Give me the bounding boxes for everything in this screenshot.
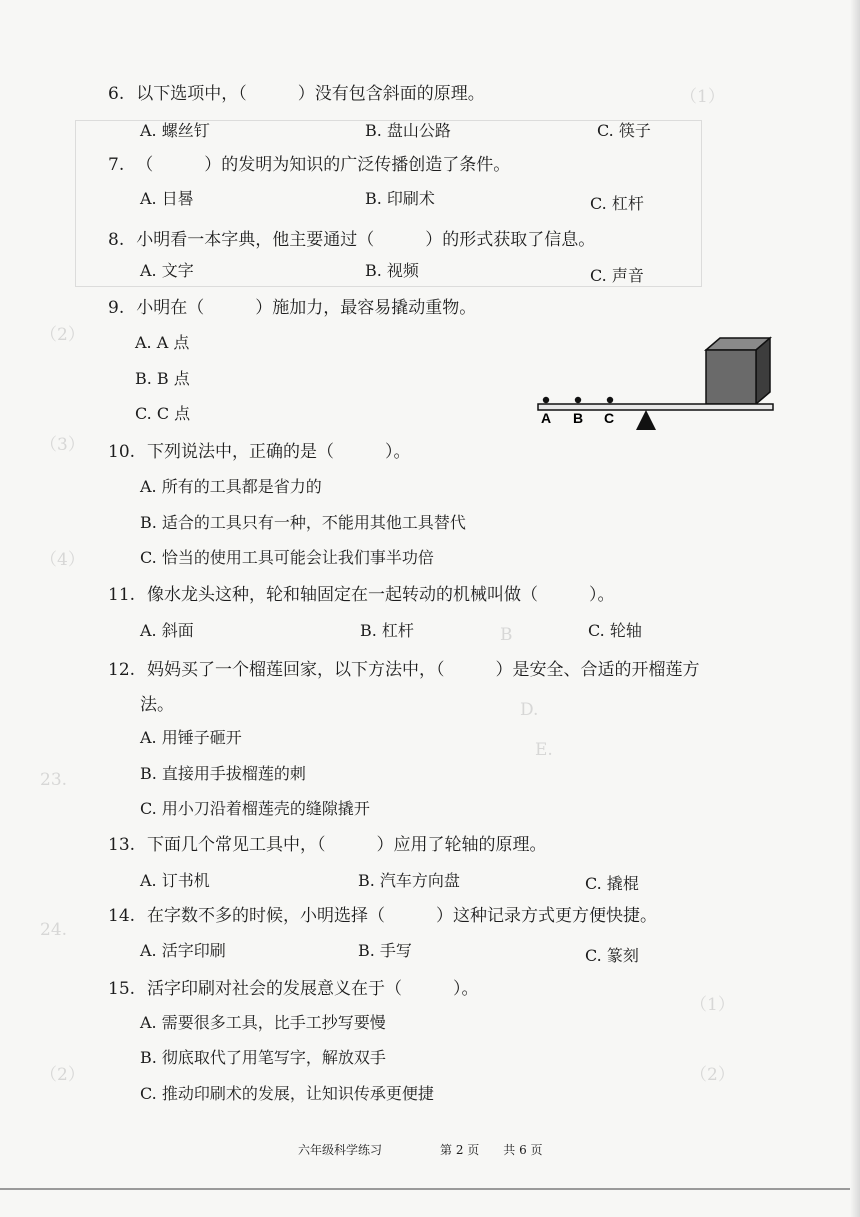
option-6a: A. 螺丝钉 [140,121,210,140]
question-6 [108,82,485,106]
question-8 [108,228,595,252]
point-a-label: A [541,410,552,426]
question-14 [108,904,657,928]
option-9a: A. A 点 [135,333,190,352]
option-10c: C. 恰当的使用工具可能会让我们事半功倍 [140,548,434,567]
option-14b: B. 手写 [358,941,412,960]
question-number: 14. [108,906,136,926]
point-c [607,397,613,403]
question-stem: （ ）的发明为知识的广泛传播创造了条件。 [136,155,511,175]
question-stem: 下面几个常见工具中，（ ）应用了轮轴的原理。 [147,835,547,855]
question-9 [108,296,476,320]
option-15c: C. 推动印刷术的发展，让知识传承更便捷 [140,1084,434,1103]
option-12b: B. 直接用手拔榴莲的刺 [140,764,306,783]
option-11a: A. 斜面 [140,621,194,640]
option-6b: B. 盘山公路 [365,121,451,140]
footer-page-number: 第 2 页 共 6 页 [440,1143,543,1157]
question-12 [108,658,700,682]
question-10 [108,440,411,464]
lever-figure [530,330,780,435]
page-right-edge [850,0,860,1217]
question-number: 9. [108,298,125,318]
question-number: 12. [108,660,136,680]
exam-page: （1） （2） （3） （4） B D. E. 23. 24. （1） （2） （2） 6. 以下选项中，（ ）没有包含斜面的原理。 A. 螺丝钉 B. 盘山公路 C. 筷子 7. （ ）的发明为知识的广泛传播创造了条件。 A. 日晷 B. 印刷术 C. 杠杆 8. 小明看一本字典，他主要通过（ ）的形式获取了信息。 A. 文字 B. 视频 C. 声音 9. 小明在（ ）施加力，最容易撬动重物。 A. A 点 B. B 点 C. C 点 A B C 10. 下列说法中，正确的是（ ）。 A. 所有的工具都是省力的 B. 适合的工具只有一种，不能用其他工具替代 C. 恰当的使用工具可能会让我们事半功倍 11. 像水龙头这种，轮和轴固定在一起转动的机械叫做（ ）。 A. 斜面 B. 杠杆 C. 轮轴 12. 妈妈买了一个榴莲回家，以下方法中，（ ）是安全、合适的开榴莲方 法。 A. 用锤子砸开 B. 直接用手拔榴莲的刺 C. 用小刀沿着榴莲壳的缝隙撬开 13. 下面几个常见工具中，（ ）应用了轮轴的原理。 A. 订书机 B. 汽车方向盘 C. 撬棍 14. 在字数不多的时候，小明选择（ ）这种记录方式更方便快捷。 A. 活字印刷 B. 手写 C. 篆刻 15. 活字印刷对社会的发展意义在于（ ）。 A. 需要很多工具，比手工抄写要慢 B. 彻底取代了用笔写字，解放双手 C. 推动印刷术的发展，让知识传承更便捷 六年级科学练习 第 2 页 共 6 页 [0,0,860,1217]
option-7a: A. 日晷 [140,189,194,208]
option-7c: C. 杠杆 [590,194,644,213]
option-13b: B. 汽车方向盘 [358,871,460,890]
option-12a: A. 用锤子砸开 [140,728,242,747]
option-14a: A. 活字印刷 [140,941,226,960]
option-10a: A. 所有的工具都是省力的 [140,477,322,496]
option-8b: B. 视频 [365,261,419,280]
option-14c: C. 篆刻 [585,946,639,965]
option-11b: B. 杠杆 [360,621,414,640]
option-6c: C. 筷子 [597,121,651,140]
option-9b: B. B 点 [135,369,190,388]
question-stem: 下列说法中，正确的是（ ）。 [147,442,411,462]
point-b-label: B [573,410,584,426]
footer-subject: 六年级科学练习 [298,1143,383,1157]
option-9c: C. C 点 [135,404,191,423]
question-number: 10. [108,442,136,462]
option-12c: C. 用小刀沿着榴莲壳的缝隙撬开 [140,799,370,818]
question-stem: 以下选项中，（ ）没有包含斜面的原理。 [136,84,485,104]
question-7 [108,153,510,177]
option-13a: A. 订书机 [140,871,210,890]
option-10b: B. 适合的工具只有一种，不能用其他工具替代 [140,513,466,532]
point-a [543,397,549,403]
point-b [575,397,581,403]
question-stem: 小明在（ ）施加力，最容易撬动重物。 [136,298,477,318]
page-bottom-edge [0,1188,860,1190]
point-c-label: C [604,410,615,426]
question-15 [108,977,479,1001]
question-number: 8. [108,230,125,250]
question-stem: 像水龙头这种，轮和轴固定在一起转动的机械叫做（ ）。 [147,585,615,605]
question-number: 6. [108,84,125,104]
option-7b: B. 印刷术 [365,189,435,208]
question-number: 15. [108,979,136,999]
option-8a: A. 文字 [140,261,194,280]
question-number: 13. [108,835,136,855]
question-number: 7. [108,155,125,175]
option-15a: A. 需要很多工具，比手工抄写要慢 [140,1013,386,1032]
option-8c: C. 声音 [590,266,644,285]
question-stem: 活字印刷对社会的发展意义在于（ ）。 [147,979,479,999]
question-stem: 在字数不多的时候，小明选择（ ）这种记录方式更方便快捷。 [147,906,658,926]
question-stem: 小明看一本字典，他主要通过（ ）的形式获取了信息。 [136,230,596,250]
question-11 [108,583,615,607]
option-13c: C. 撬棍 [585,874,639,893]
option-11c: C. 轮轴 [588,621,642,640]
question-13 [108,833,547,857]
question-number: 11. [108,585,136,605]
fulcrum [636,410,656,430]
question-stem: 妈妈买了一个榴莲回家，以下方法中，（ ）是安全、合适的开榴莲方 [147,660,700,680]
option-15b: B. 彻底取代了用笔写字，解放双手 [140,1048,386,1067]
question-12-continued: 法。 [140,695,174,715]
